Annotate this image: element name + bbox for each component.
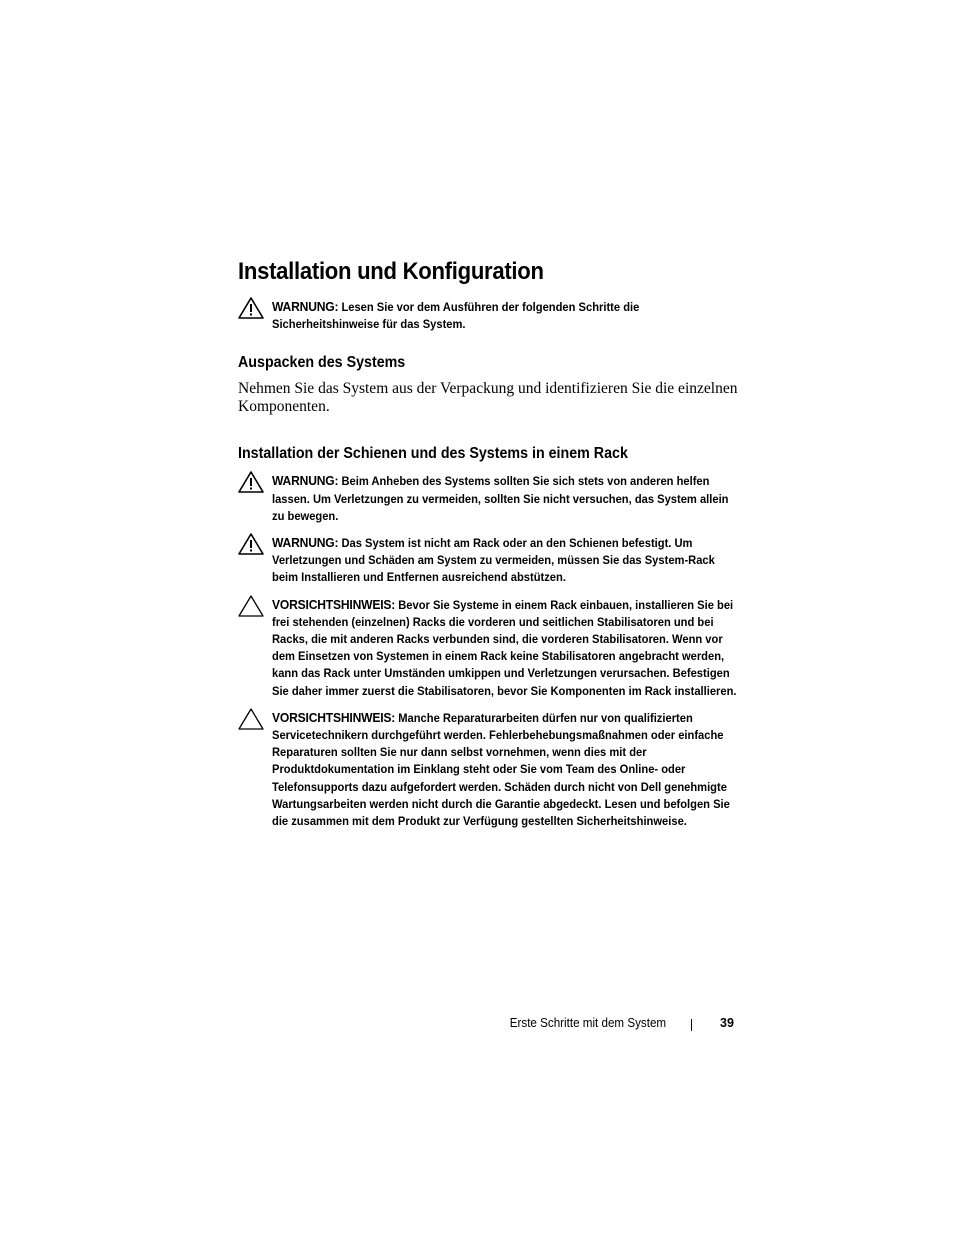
warning-icon bbox=[238, 297, 264, 319]
notice-text: Das System ist nicht am Rack oder an den Schienen befestigt. Um Verletzungen und Schäden am System zu vermeiden, müssen Sie das System-Rack beim Installieren und Entfernen ausreichend abstützen. bbox=[272, 536, 715, 585]
section-body-unpacking: Nehmen Sie das System aus der Verpackung und identifizieren Sie die einzelnen Komponenten. bbox=[238, 380, 738, 416]
notice-label: WARNUNG: bbox=[272, 473, 339, 489]
warning-notice bbox=[238, 534, 738, 587]
warning-notice bbox=[238, 472, 738, 525]
page-footer bbox=[0, 1016, 954, 1036]
notice-text: Lesen Sie vor dem Ausführen der folgenden Schritte die Sicherheitshinweise für das System. bbox=[272, 300, 640, 332]
page-title: Installation und Konfiguration bbox=[238, 258, 544, 285]
notice-label: WARNUNG: bbox=[272, 299, 339, 314]
footer-separator bbox=[691, 1019, 692, 1031]
caution-notice bbox=[238, 596, 738, 700]
notice-text: Beim Anheben des Systems sollten Sie sich stets von anderen helfen lassen. Um Verletzungen zu vermeiden, sollten Sie nicht versuchen, das System allein zu bewegen. bbox=[272, 474, 729, 523]
notice-label: WARNUNG: bbox=[272, 535, 339, 551]
section-title-rack-installation: Installation der Schienen und des Systems in einem Rack bbox=[238, 445, 628, 463]
notice-text: Manche Reparaturarbeiten dürfen nur von qualifizierten Servicetechnikern durchgeführt werden. Fehlerbehebungsmaßnahmen oder einfache Reparaturen sollten Sie nur dann selbst vornehmen, wenn dies mit der Produktdokumentation im Einklang steht oder Sie vom Team des Online- oder Telefonsupports dazu aufgefordert werden. Schäden durch nicht von Dell genehmigte Wartungsarbeiten werden nicht durch die Garantie abgedeckt. Lesen und befolgen Sie die zusammen mit dem Produkt zur Verfügung gestellten Sicherheitshinweise. bbox=[272, 710, 730, 829]
page-number: 39 bbox=[720, 1016, 734, 1030]
warning-icon bbox=[238, 471, 264, 493]
notice-label: VORSICHTSHINWEIS: bbox=[272, 596, 396, 612]
notice-text: Bevor Sie Systeme in einem Rack einbauen, installieren Sie bei frei stehenden (einzelnen) Racks die vorderen und seitlichen Stabilisatoren und bei Racks, die mit anderen Racks verbunden sind, die vorderen Stabilisatoren. Wenn vor dem Einsetzen von Systemen in einem Rack keine Stabilisatoren angebracht werden, kann das Rack unter Umständen umkippen und Verletzungen verursachen. Befestigen Sie daher immer zuerst die Stabilisatoren, bevor Sie Komponenten im Rack installieren. bbox=[272, 597, 737, 698]
footer-text: Erste Schritte mit dem System bbox=[509, 1016, 666, 1030]
caution-icon bbox=[238, 595, 264, 617]
notice-label: VORSICHTSHINWEIS: bbox=[272, 709, 396, 725]
caution-notice bbox=[238, 709, 738, 830]
section-title-unpacking: Auspacken des Systems bbox=[238, 354, 406, 372]
warning-notice-intro bbox=[238, 298, 738, 333]
caution-icon bbox=[238, 708, 264, 730]
page-content bbox=[238, 256, 738, 830]
warning-icon bbox=[238, 533, 264, 555]
